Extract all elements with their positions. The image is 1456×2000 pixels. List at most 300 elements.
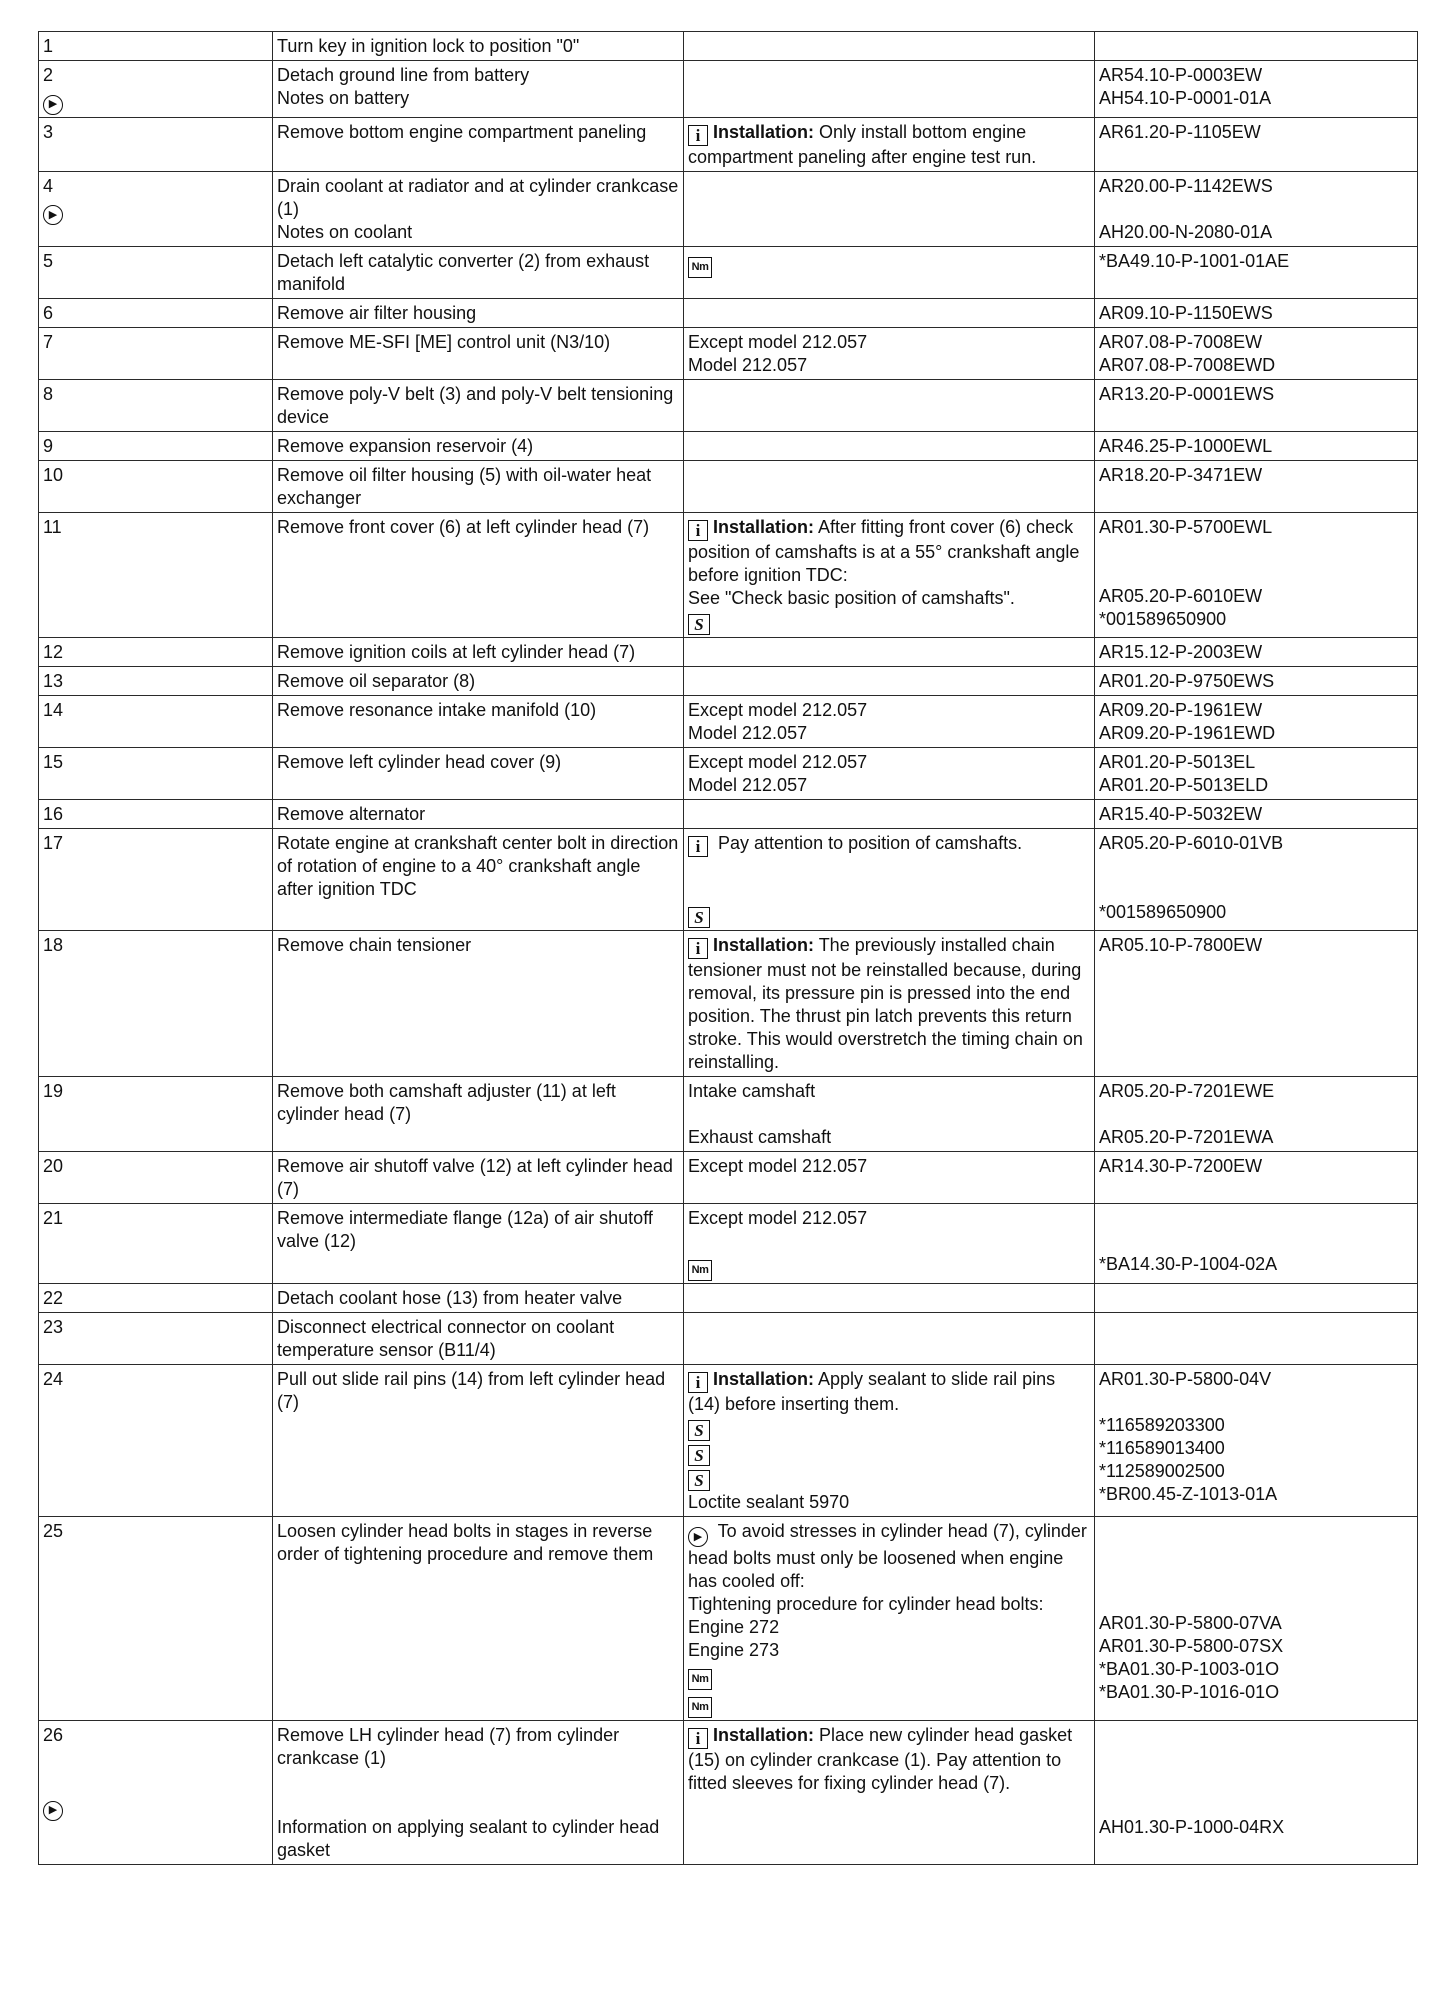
step-number-cell <box>39 379 273 431</box>
step-number-cell <box>39 1203 273 1283</box>
note-line <box>688 1368 1090 1416</box>
reference-cell <box>1095 695 1418 747</box>
note-line <box>688 1491 1090 1514</box>
installation-label: Installation: <box>713 1725 815 1745</box>
document-reference <box>1099 1103 1413 1126</box>
document-reference[interactable]: AR01.20-P-9750EWS <box>1099 670 1275 691</box>
action-text: Remove LH cylinder head (7) from cylinder crankcase (1) <box>277 1725 625 1768</box>
table-row <box>39 32 1418 61</box>
note-cell <box>684 431 1095 460</box>
note-line <box>688 610 1090 635</box>
action-text: Turn key in ignition lock to position "0" <box>277 36 580 56</box>
step-number-cell <box>39 747 273 799</box>
action-text: Remove bottom engine compartment paneling <box>277 121 647 142</box>
action-text <box>277 1793 679 1816</box>
document-reference <box>1099 1793 1413 1816</box>
step-number-cell <box>39 512 273 637</box>
step-number-cell <box>39 1516 273 1721</box>
step-number: 8 <box>43 383 54 404</box>
action-cell <box>273 637 684 666</box>
step-number-cell <box>39 799 273 828</box>
note-cell <box>684 1283 1095 1312</box>
action-text: Information on applying sealant to cylinder head gasket <box>277 1817 665 1860</box>
installation-label: Installation: <box>713 1368 815 1389</box>
step-number: 10 <box>43 464 64 485</box>
step-number: 25 <box>43 1520 64 1541</box>
document-reference <box>1099 855 1413 878</box>
special-tool-icon: S <box>688 907 710 928</box>
step-number: 22 <box>43 1287 64 1308</box>
note-cell <box>684 930 1095 1076</box>
action-text: Detach coolant hose (13) from heater valve <box>277 1287 623 1308</box>
step-number-cell <box>39 1076 273 1151</box>
note-cell <box>684 799 1095 828</box>
note-line <box>688 250 1090 278</box>
document-reference[interactable]: AR09.10-P-1150EWS <box>1099 302 1273 323</box>
document-reference[interactable]: AR01.30-P-5700EWL <box>1099 516 1273 537</box>
step-number-cell <box>39 637 273 666</box>
action-text: Remove alternator <box>277 803 426 824</box>
reference-cell <box>1095 298 1418 327</box>
reference-cell <box>1095 379 1418 431</box>
action-text: Rotate engine at crankshaft center bolt in direction of rotation of engine to a 40° crankshaft angle after ignition TDC <box>277 832 684 899</box>
step-number: 26 <box>43 1725 64 1745</box>
action-text: Remove air shutoff valve (12) at left cylinder head (7) <box>277 1155 678 1199</box>
action-text: Notes on coolant <box>277 221 413 242</box>
document-reference[interactable]: AR14.30-P-7200EW <box>1099 1155 1263 1176</box>
document-reference[interactable]: AR05.20-P-7201EWA <box>1099 1126 1274 1147</box>
step-number-cell <box>39 695 273 747</box>
reference-cell <box>1095 747 1418 799</box>
document-reference[interactable]: *112589002500 <box>1099 1460 1225 1481</box>
table-row <box>39 695 1418 747</box>
info-icon: i <box>688 1728 708 1749</box>
reference-cell <box>1095 666 1418 695</box>
note-cell <box>684 1516 1095 1721</box>
action-cell <box>273 828 684 930</box>
step-number: 12 <box>43 641 64 662</box>
table-row <box>39 61 1418 118</box>
document-reference[interactable]: *BA01.30-P-1016-01O <box>1099 1681 1280 1702</box>
torque-nm-icon: Nm <box>688 257 712 278</box>
document-reference <box>1099 562 1413 585</box>
note-line <box>688 1466 1090 1491</box>
table-row <box>39 512 1418 637</box>
action-cell <box>273 1312 684 1364</box>
reference-cell <box>1095 61 1418 118</box>
note-line <box>688 1253 1090 1281</box>
step-number-cell <box>39 1312 273 1364</box>
note-cell <box>684 512 1095 637</box>
action-text: Remove ignition coils at left cylinder head (7) <box>277 641 636 662</box>
action-text: Remove oil separator (8) <box>277 670 476 691</box>
action-text: Remove oil filter housing (5) with oil-water heat exchanger <box>277 464 657 508</box>
note-line <box>688 699 1090 722</box>
table-row <box>39 298 1418 327</box>
action-cell <box>273 1721 684 1865</box>
torque-nm-icon: Nm <box>688 1669 712 1690</box>
step-note-marker <box>43 87 268 115</box>
document-reference[interactable]: AR61.20-P-1105EW <box>1099 121 1261 142</box>
note-text: After fitting front cover (6) check position of camshafts is at a 55° crankshaft angle before ignition TDC: <box>688 516 1085 585</box>
info-icon: i <box>688 938 708 959</box>
document-reference <box>1099 198 1413 221</box>
note-icon: ▶ <box>43 205 63 225</box>
action-text <box>277 1770 679 1793</box>
step-number: 20 <box>43 1155 64 1176</box>
step-number: 1 <box>43 36 54 56</box>
note-text: Model 212.057 <box>688 774 808 795</box>
note-text: Tightening procedure for cylinder head bolts: <box>688 1594 1044 1614</box>
torque-nm-icon: Nm <box>688 1697 712 1718</box>
document-reference[interactable]: AR18.20-P-3471EW <box>1099 464 1263 485</box>
document-reference[interactable]: AR05.20-P-7201EWE <box>1099 1080 1275 1101</box>
note-cell <box>684 828 1095 930</box>
info-icon: i <box>688 520 708 541</box>
note-cell <box>684 1151 1095 1203</box>
step-number-cell <box>39 171 273 246</box>
note-line <box>688 1520 1090 1594</box>
document-reference[interactable]: AR09.20-P-1961EW <box>1099 699 1263 720</box>
reference-cell <box>1095 930 1418 1076</box>
table-row <box>39 1312 1418 1364</box>
step-number-cell <box>39 61 273 118</box>
note-cell <box>684 379 1095 431</box>
document-reference <box>1099 1520 1413 1543</box>
note-line <box>688 880 1090 903</box>
action-cell <box>273 512 684 637</box>
step-number-cell <box>39 930 273 1076</box>
step-number: 11 <box>43 516 62 537</box>
action-cell <box>273 460 684 512</box>
note-line <box>688 331 1090 354</box>
document-reference[interactable]: AR01.30-P-5800-07VA <box>1099 1612 1282 1633</box>
action-text: Remove intermediate flange (12a) of air shutoff valve (12) <box>277 1207 658 1251</box>
table-row <box>39 117 1418 171</box>
document-reference[interactable]: *001589650900 <box>1099 901 1227 922</box>
note-line <box>688 1155 1090 1178</box>
note-line <box>688 722 1090 745</box>
step-number: 17 <box>43 832 64 853</box>
document-reference[interactable]: AR07.08-P-7008EW <box>1099 331 1263 352</box>
step-number-cell <box>39 327 273 379</box>
step-number: 2 <box>43 65 54 85</box>
note-cell <box>684 171 1095 246</box>
action-cell <box>273 747 684 799</box>
note-cell <box>684 637 1095 666</box>
document-reference[interactable]: AR05.20-P-6010-01VB <box>1099 832 1284 853</box>
action-cell <box>273 1203 684 1283</box>
special-tool-icon: S <box>688 614 710 635</box>
document-reference[interactable]: AR09.20-P-1961EWD <box>1099 722 1276 743</box>
action-text: Drain coolant at radiator and at cylinder crankcase (1) <box>277 175 684 219</box>
procedure-table <box>38 31 1418 1865</box>
table-row <box>39 930 1418 1076</box>
note-line <box>688 354 1090 377</box>
info-icon: i <box>688 1372 708 1393</box>
reference-cell <box>1095 1076 1418 1151</box>
action-text: Remove expansion reservoir (4) <box>277 435 534 456</box>
step-note-marker <box>43 198 268 226</box>
document-reference[interactable]: AH20.00-N-2080-01A <box>1099 221 1273 242</box>
note-line <box>688 121 1090 169</box>
note-text: The previously installed chain tensioner must not be reinstalled because, during removal, its pressure pin is pressed into the end position. The thrust pin latch prevents this return stroke. This would overstretch the timing chain on reinstalling. <box>688 934 1088 1072</box>
action-text: Remove poly-V belt (3) and poly-V belt tensioning device <box>277 383 679 427</box>
document-reference <box>1099 1543 1413 1566</box>
reference-cell <box>1095 117 1418 171</box>
document-reference[interactable]: AR15.40-P-5032EW <box>1099 803 1263 824</box>
action-cell <box>273 1076 684 1151</box>
action-cell <box>273 61 684 118</box>
note-line <box>688 1690 1090 1718</box>
step-number: 15 <box>43 751 64 772</box>
reference-cell <box>1095 1721 1418 1865</box>
document-reference <box>1099 1287 1413 1310</box>
table-row <box>39 1516 1418 1721</box>
table-row <box>39 171 1418 246</box>
document-reference <box>1099 1391 1413 1414</box>
table-row <box>39 1364 1418 1516</box>
note-line <box>688 1126 1090 1149</box>
document-reference[interactable]: AR05.20-P-6010EW <box>1099 585 1263 606</box>
note-line <box>688 516 1090 587</box>
reference-cell <box>1095 1283 1418 1312</box>
note-cell <box>684 460 1095 512</box>
note-cell <box>684 327 1095 379</box>
action-cell <box>273 1516 684 1721</box>
step-number-cell <box>39 298 273 327</box>
document-reference[interactable]: *001589650900 <box>1099 608 1227 629</box>
note-icon: ▶ <box>43 95 63 115</box>
document-reference <box>1099 1770 1413 1793</box>
note-text: Loctite sealant 5970 <box>688 1491 850 1512</box>
special-tool-icon: S <box>688 1445 710 1466</box>
document-reference <box>1099 35 1413 58</box>
step-number-cell <box>39 431 273 460</box>
spacer <box>43 1747 268 1770</box>
note-text: Except model 212.057 <box>688 699 868 720</box>
reference-cell <box>1095 1364 1418 1516</box>
note-line <box>688 1416 1090 1441</box>
document-reference <box>1099 1230 1413 1253</box>
document-reference[interactable]: AR15.12-P-2003EW <box>1099 641 1263 662</box>
document-reference[interactable]: *BA14.30-P-1004-02A <box>1099 1253 1278 1274</box>
note-text: Except model 212.057 <box>688 1155 868 1176</box>
action-cell <box>273 379 684 431</box>
action-cell <box>273 666 684 695</box>
document-reference[interactable]: *BA01.30-P-1003-01O <box>1099 1658 1280 1679</box>
note-line <box>688 1639 1090 1662</box>
note-line <box>688 1616 1090 1639</box>
reference-cell <box>1095 431 1418 460</box>
document-reference[interactable]: AR07.08-P-7008EWD <box>1099 354 1276 375</box>
installation-label: Installation: <box>713 121 815 142</box>
document-reference <box>1099 1566 1413 1589</box>
note-cell <box>684 61 1095 118</box>
action-cell <box>273 327 684 379</box>
note-line <box>688 1593 1090 1616</box>
reference-cell <box>1095 1516 1418 1721</box>
action-text: Notes on battery <box>277 88 410 108</box>
special-tool-icon: S <box>688 1420 710 1441</box>
reference-cell <box>1095 327 1418 379</box>
note-text: Except model 212.057 <box>688 1207 868 1228</box>
reference-cell <box>1095 1312 1418 1364</box>
note-text: Engine 273 <box>688 1640 780 1660</box>
table-row <box>39 460 1418 512</box>
note-text: Place new cylinder head gasket (15) on cylinder crankcase (1). Pay attention to fitted sleeves for fixing cylinder head (7). <box>688 1725 1078 1793</box>
note-text: Except model 212.057 <box>688 331 868 352</box>
document-reference[interactable]: AR01.30-P-5800-07SX <box>1099 1635 1284 1656</box>
step-number-cell <box>39 1721 273 1865</box>
step-number: 5 <box>43 250 54 271</box>
step-number-cell <box>39 1151 273 1203</box>
special-tool-icon: S <box>688 1470 710 1491</box>
action-cell <box>273 246 684 298</box>
note-line <box>688 751 1090 774</box>
action-text: Remove left cylinder head cover (9) <box>277 751 562 772</box>
table-row <box>39 637 1418 666</box>
document-reference[interactable]: *BR00.45-Z-1013-01A <box>1099 1483 1278 1504</box>
document-reference <box>1099 1207 1413 1230</box>
document-reference <box>1099 1316 1413 1339</box>
note-text: Pay attention to position of camshafts. <box>713 832 1023 853</box>
action-text: Remove front cover (6) at left cylinder head (7) <box>277 516 650 537</box>
action-text: Remove chain tensioner <box>277 934 472 955</box>
reference-cell <box>1095 637 1418 666</box>
table-row <box>39 431 1418 460</box>
action-cell <box>273 930 684 1076</box>
reference-cell <box>1095 1203 1418 1283</box>
table-row <box>39 1203 1418 1283</box>
note-cell <box>684 246 1095 298</box>
note-line <box>688 832 1090 857</box>
table-row <box>39 666 1418 695</box>
reference-cell <box>1095 171 1418 246</box>
document-reference[interactable]: AH01.30-P-1000-04RX <box>1099 1817 1285 1837</box>
action-cell <box>273 32 684 61</box>
note-text: Intake camshaft <box>688 1080 816 1101</box>
step-number-cell <box>39 1283 273 1312</box>
reference-cell <box>1095 246 1418 298</box>
note-cell <box>684 1312 1095 1364</box>
step-number: 24 <box>43 1368 64 1389</box>
document-reference[interactable]: AR20.00-P-1142EWS <box>1099 175 1273 196</box>
note-line <box>688 1207 1090 1230</box>
document-reference[interactable]: AR01.20-P-5013EL <box>1099 751 1256 772</box>
document-reference <box>1099 1589 1413 1612</box>
note-text: Engine 272 <box>688 1617 780 1637</box>
step-number: 9 <box>43 435 54 456</box>
note-cell <box>684 666 1095 695</box>
table-row <box>39 747 1418 799</box>
document-reference <box>1099 1747 1413 1770</box>
table-row <box>39 246 1418 298</box>
table-row <box>39 327 1418 379</box>
note-line <box>688 903 1090 928</box>
action-text: Detach ground line from battery <box>277 65 530 85</box>
note-text: Apply sealant to slide rail pins (14) before inserting them. <box>688 1368 1061 1414</box>
step-number: 21 <box>43 1207 64 1228</box>
reference-cell <box>1095 1151 1418 1203</box>
document-reference[interactable]: *116589013400 <box>1099 1437 1225 1458</box>
action-text: Disconnect electrical connector on coolant temperature sensor (B11/4) <box>277 1316 620 1360</box>
note-cell <box>684 32 1095 61</box>
note-cell <box>684 298 1095 327</box>
table-row <box>39 1721 1418 1865</box>
document-reference[interactable]: *BA49.10-P-1001-01AE <box>1099 250 1290 271</box>
action-text: Remove both camshaft adjuster (11) at left cylinder head (7) <box>277 1080 621 1124</box>
installation-label: Installation: <box>713 516 815 537</box>
table-row <box>39 1076 1418 1151</box>
note-text: See "Check basic position of camshafts". <box>688 587 1015 608</box>
torque-nm-icon: Nm <box>688 1260 712 1281</box>
note-text: Model 212.057 <box>688 354 808 375</box>
table-row <box>39 1151 1418 1203</box>
document-reference[interactable]: AR01.20-P-5013ELD <box>1099 774 1269 795</box>
document-reference[interactable]: AR13.20-P-0001EWS <box>1099 383 1275 404</box>
note-line <box>688 934 1090 1074</box>
note-line <box>688 1441 1090 1466</box>
step-number: 6 <box>43 302 54 323</box>
reference-cell <box>1095 799 1418 828</box>
action-cell <box>273 117 684 171</box>
note-cell <box>684 117 1095 171</box>
step-number-cell <box>39 1364 273 1516</box>
step-number: 3 <box>43 121 54 142</box>
document-reference[interactable]: AR01.30-P-5800-04V <box>1099 1368 1272 1389</box>
document-reference[interactable]: AR54.10-P-0003EW <box>1099 65 1263 85</box>
action-text: Remove air filter housing <box>277 302 477 323</box>
action-text: Pull out slide rail pins (14) from left cylinder head (7) <box>277 1368 671 1412</box>
note-cell <box>684 1721 1095 1865</box>
document-reference[interactable]: *116589203300 <box>1099 1414 1225 1435</box>
reference-cell <box>1095 460 1418 512</box>
action-cell <box>273 431 684 460</box>
note-text: Only install bottom engine compartment paneling after engine test run. <box>688 121 1037 167</box>
document-reference[interactable]: AH54.10-P-0001-01A <box>1099 88 1272 108</box>
step-number: 16 <box>43 803 64 824</box>
reference-cell <box>1095 512 1418 637</box>
note-line <box>688 857 1090 880</box>
step-number: 4 <box>43 175 54 196</box>
document-reference <box>1099 1724 1413 1747</box>
action-cell <box>273 1151 684 1203</box>
note-line <box>688 1230 1090 1253</box>
reference-cell <box>1095 32 1418 61</box>
step-number: 14 <box>43 699 64 720</box>
note-text: Exhaust camshaft <box>688 1126 832 1147</box>
reference-cell <box>1095 828 1418 930</box>
action-text: Remove resonance intake manifold (10) <box>277 699 597 720</box>
action-cell <box>273 1364 684 1516</box>
note-cell <box>684 1203 1095 1283</box>
document-reference[interactable]: AR05.10-P-7800EW <box>1099 934 1263 955</box>
note-cell <box>684 695 1095 747</box>
step-number-cell <box>39 460 273 512</box>
step-number-cell <box>39 32 273 61</box>
note-cell <box>684 1364 1095 1516</box>
document-reference <box>1099 878 1413 901</box>
table-row <box>39 799 1418 828</box>
installation-label: Installation: <box>713 934 815 955</box>
document-reference[interactable]: AR46.25-P-1000EWL <box>1099 435 1273 456</box>
table-row <box>39 828 1418 930</box>
procedure-table-body <box>39 32 1418 1865</box>
info-icon: i <box>688 125 708 146</box>
action-cell <box>273 695 684 747</box>
action-text: Detach left catalytic converter (2) from exhaust manifold <box>277 250 655 294</box>
